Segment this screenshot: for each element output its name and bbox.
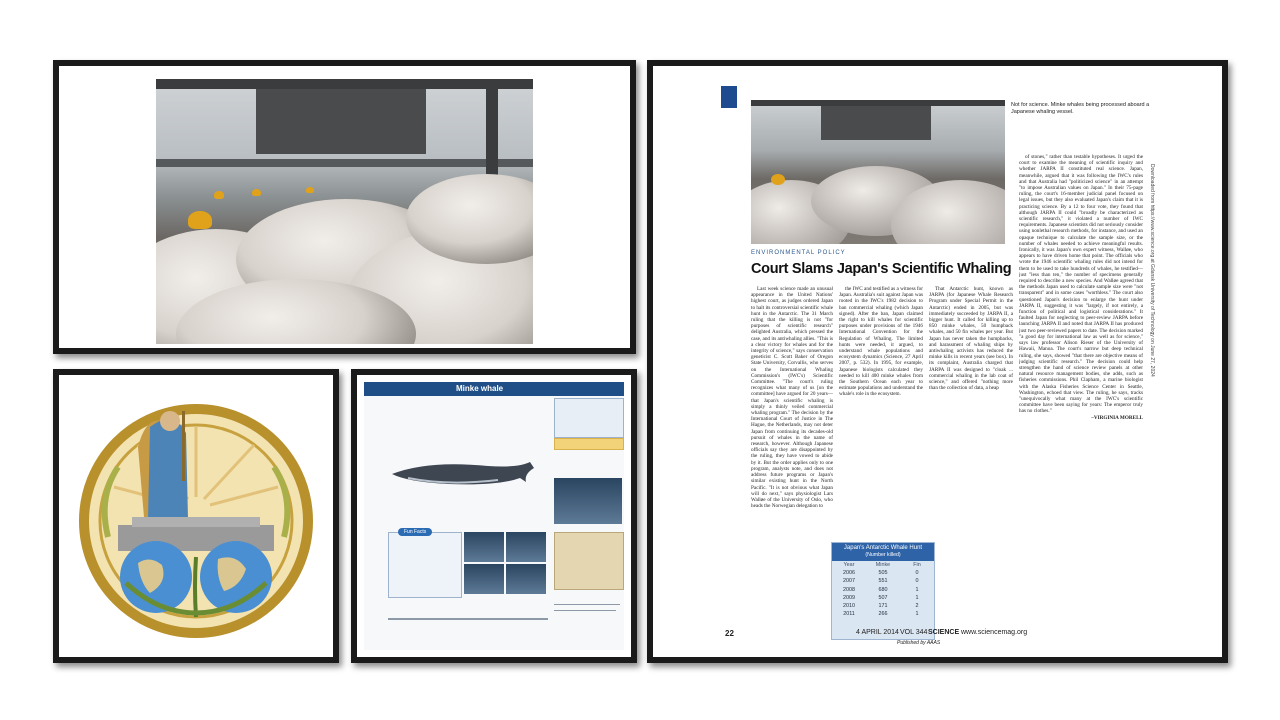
article-headline: Court Slams Japan's Scientific Whaling (751, 261, 1012, 277)
column-text: Last week science made an unusual appearance in the United Nations' highest court, as judges ordered Japan to halt its controversial scientific whale hunt in the Antarctic. The 31 March ruling that the killing is not "for purposes of scientific research" delighted Australia, which pressed the case, and its antiwhaling allies. "This is a clear victory for whales and for the integrity of science," says conservation geneticist C. Scott Baker of Oregon State University, Corvallis, who serves on the International Whaling Commission's (IWC's) Scientific Committee. "The court's ruling recognizes what many of us [on the committee] have argued for 20 years—that Japan's scientific whaling is simply a thinly veiled commercial whaling program." The decision by the International Court of Justice in The Hague, the Netherlands, may not deter Japan from continuing its decades-old pursuit of whales in the name of research, however. Although Japanese officials say they are disappointed by the ruling, they have vowed to abide by it. But the order applies only to one program, analysts note, and does not address future programs or Japan's similar existing hunt in the North Pacific. "It is not obvious what Japan will do next," says physiologist Lars Walløe of the University of Oslo, who heads the Norwegian delegation to (751, 286, 833, 510)
column-header: Minke (875, 562, 891, 568)
fun-facts-box (388, 532, 462, 598)
photo-caption: Not for science. Minke whales being processed aboard a Japanese whaling vessel. (1011, 102, 1150, 115)
magazine-name: SCIENCE (928, 629, 960, 636)
article-column-1 (751, 286, 833, 626)
article-column-3 (929, 286, 1013, 536)
page-number: 22 (725, 629, 734, 638)
table-cell: 0 (915, 578, 919, 585)
magazine-website: www.sciencemag.org (961, 629, 1028, 636)
poster-text-line (554, 604, 620, 605)
table-row (832, 602, 934, 610)
table-row (832, 577, 934, 585)
table-row (832, 569, 934, 577)
poster-highlight-box (554, 438, 624, 450)
table-cell: 2006 (843, 570, 855, 577)
poster-info-box (554, 398, 624, 438)
court-seal-frame (53, 369, 339, 663)
table-cell: 0 (915, 570, 919, 577)
publisher-note: Published by AAAS (897, 640, 941, 646)
science-article-page (717, 74, 1157, 652)
column-header: Fin (913, 562, 921, 568)
table-cell: 1 (915, 586, 919, 593)
table-cell: 266 (878, 611, 888, 618)
minke-whale-illustration (388, 452, 538, 492)
poster-photo-3 (464, 564, 504, 594)
table-cell: 171 (878, 603, 888, 610)
table-subtitle: (Number killed) (865, 552, 901, 558)
page-footer (725, 629, 1149, 651)
poster-scale-line (388, 618, 548, 620)
table-cell: 505 (878, 570, 888, 577)
table-cell: 2009 (843, 594, 855, 601)
section-marker (721, 86, 737, 108)
whaling-photo-frame (53, 60, 636, 354)
table-cell: 2007 (843, 578, 855, 585)
table-cell: 551 (878, 578, 888, 585)
poster-range-map (554, 532, 624, 590)
article-frame (647, 60, 1228, 663)
whaling-deck-photo (156, 79, 533, 344)
poster-photo-top (554, 478, 622, 524)
column-header: Year (843, 562, 855, 568)
table-cell: 2008 (843, 586, 855, 593)
column-text: That Antarctic hunt, known as JARPA (for Japanese Whale Research Program under Special Permit in the Antarctic) ended in 2005, but was immediately succeeded by JARPA II, a bigger hunt. It called for killing up to 850 minke whales, 50 humpback whales, and 50 fin whales per year. But Japan has never taken the humpbacks, and harassment of whaling ships by antiwhaling activists has reduced the minke kills in recent years (see box). In its complaint, Australia charged that JARPA II was designed to "cloak ... commercial whaling in the lab coat of science," and offered "nothing more than the collection of data, a heap (929, 286, 1013, 392)
table-cell: 2011 (843, 611, 855, 618)
table-cell: 1 (915, 594, 919, 601)
fun-facts-label: Fun Facts (398, 528, 432, 536)
article-column-4 (1019, 154, 1143, 626)
icj-seal-emblem (78, 387, 314, 645)
table-title: Japan's Antarctic Whale Hunt (843, 545, 923, 551)
table-row (832, 586, 934, 594)
minke-whale-poster (364, 382, 624, 650)
table-column-headers (832, 561, 934, 569)
table-cell: 2 (915, 603, 919, 610)
download-note (1147, 164, 1155, 464)
poster-photo-1 (464, 532, 504, 562)
poster-photo-4 (506, 564, 546, 594)
table-cell: 1 (915, 611, 919, 618)
table-cell: 2010 (843, 603, 855, 610)
article-photo (751, 100, 1005, 244)
table-row (832, 610, 934, 618)
issue-volume: VOL 344 (900, 629, 928, 636)
poster-photo-2 (506, 532, 546, 562)
table-cell: 680 (878, 586, 888, 593)
byline: –VIRGINIA MORELL (1091, 414, 1143, 421)
download-note-text: Downloaded from https://www.science.org at Gdansk University of Technology on June 27, 2024 (1149, 164, 1155, 377)
table-header (832, 543, 934, 561)
minke-poster-frame (351, 369, 637, 663)
table-row (832, 594, 934, 602)
table-cell: 507 (878, 594, 888, 601)
column-text: the IWC and testified as a witness for Japan. Australia's suit against Japan was rooted in the IWC's 1982 decision to ban commercial whaling (which Japan signed). After the ban, Japan claimed the right to kill whales for scientific purposes under provisions of the 1946 International Convention for the Regulation of Whaling. The limited hunts were needed, it argued, to understand whale populations and ecosystem dynamics (Science, 27 April 2007, p. 532). In 1995, for example, Japanese biologists calculated they needed to kill 400 minke whales from the Southern Ocean each year to estimate populations and understand the whale's role in the ecosystem. (839, 286, 923, 398)
poster-title: Minke whale (456, 384, 504, 393)
poster-text-line (554, 610, 616, 611)
issue-date: 4 APRIL 2014 (856, 629, 899, 636)
section-label: ENVIRONMENTAL POLICY (751, 250, 846, 256)
column-text: of stones," rather than testable hypotheses. It urged the court to examine the meaning of scientific inquiry and whether JARPA II constituted real science. Japan, meanwhile, argued that it was following the IWC's rules and that Australia had "politicized science" in an attempt "to impose Australian values on Japan." In their 75-page ruling, the court's 16-member judicial panel focused on legal issues, but they also evaluated Japan's claim that it is practicing science. By a 12 to four vote, they found that although JARPA II could "broadly be characterized as scientific research," it violated a number of IWC requirements. Japanese scientists did not seriously consider using nonlethal research methods, for instance, and used an opaque technique to calculate the sample size, or the number of whales needed to achieve meaningful results. Ironically, it was Japan's own expert witness, Walløe, who appears to have driven home that point. The officials who wrote the 1946 scientific whaling rules did not intend for them to be used to take hundreds of whales, he testified—just "less than ten," the number of specimens generally required to describe a new species. And Walløe agreed that the methods Japan used to calculate sample size were "not transparent" and in some cases "worthless." The court also questioned Japan's decision to enlarge the hunt under JARPA II, suggesting it was "largely, if not entirely, a function of political and logistical considerations." It faulted Japan for neglecting to peer-review JARPA before launching JARPA II and noted that JARPA II has produced just two peer-reviewed papers to date. The decision marked "a good day for international law as well as for science," says law professor Alison Rieser of the University of Hawaii, Manoa. The court's narrow but deep technical ruling, she says, showed "that there are objective means of judging scientific research." The decision could help strengthen the hand of science review panels at other natural resource management bodies, she adds, such as fisheries commissions. Phil Clapham, a marine biologist with the Alaska Fisheries Science Center in Seattle, Washington, echoed that view. The ruling, he says, tracks "unequivocally what many at the IWC's scientific committee have been saying for years: The emperor truly has no clothes." (1019, 154, 1143, 415)
whale-hunt-table (831, 542, 935, 640)
